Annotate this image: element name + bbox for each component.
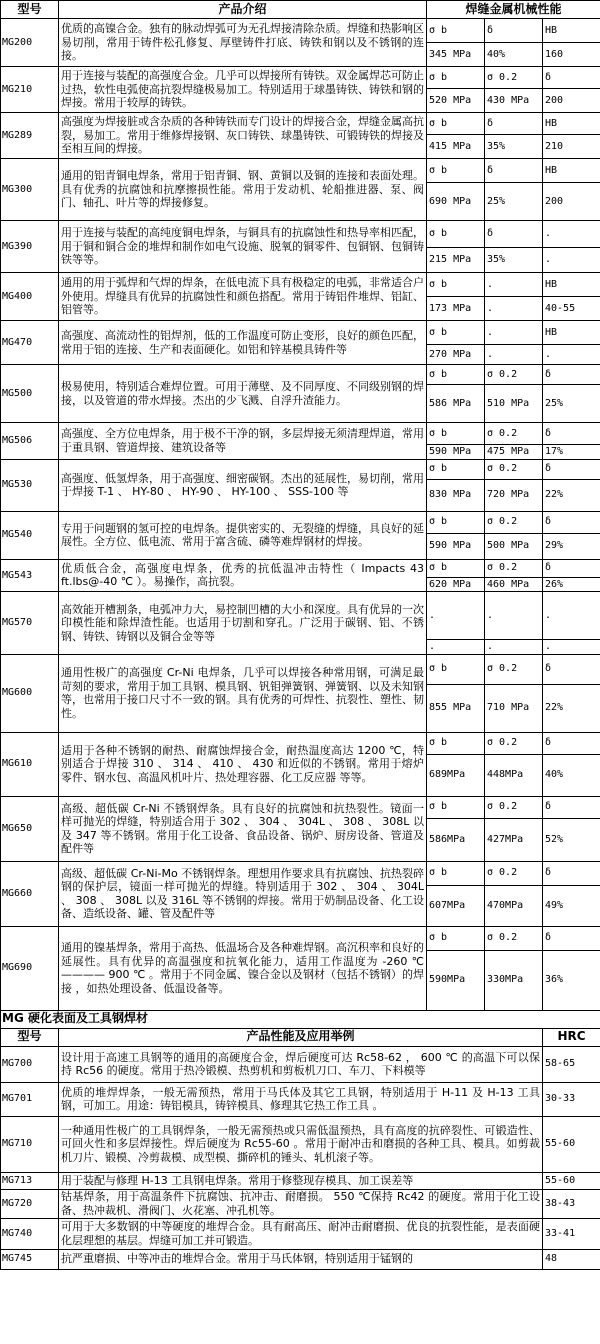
property-value: 448MPa [485, 754, 543, 796]
property-label: δ [485, 19, 543, 43]
property-value: 49% [543, 885, 600, 926]
property-value: 35% [485, 135, 543, 159]
table-row [1, 459, 600, 479]
property-label: HB [543, 321, 600, 345]
property-label: σ b [427, 654, 485, 684]
property-label: σ b [427, 273, 485, 297]
table-row [1, 654, 600, 684]
model-code: MG500 [1, 365, 59, 423]
property-label: σ b [427, 511, 485, 533]
table-row [1, 732, 600, 754]
table-row [1, 1172, 600, 1189]
property-value: 160 [543, 43, 600, 67]
property-value: 345 MPa [427, 43, 485, 67]
table-row [1, 511, 600, 533]
product-description: 通用性极广的高强度 Cr-Ni 电焊条，几乎可以焊接各种常用钢，可满足最苛刻的要求，常用于加工具钢、模具钢、钒钼弹簧钢、弹簧钢、以及未知钢等，也常用于接口尺寸不一致的钢。具有优秀的可焊性、抗裂性、塑性、韧性。 [59, 654, 427, 732]
product-description: 通用的用于弧焊和气焊的焊条，在低电流下具有极稳定的电弧，非常适合户外使用。焊缝具有优异的抗腐蚀性和颜色搭配。常用于铸铝件堆焊、铝缸、铝管等。 [59, 273, 427, 321]
header-intro: 产品介绍 [59, 1, 427, 19]
property-value: . [543, 248, 600, 273]
hrc-value: 38-43 [543, 1189, 600, 1218]
property-value: 210 [543, 135, 600, 159]
product-description: 高级、超低碳 Cr-Ni-Mo 不锈钢焊条。理想用作要求具有抗腐蚀、抗热裂碎钢的保护层，镜面一样可抛光的焊缝。特别适用于 302 、 304 、 304L 、 308 、 308L 以及 316L 等不锈钢的焊接。常用于奶制品设备、化工设备、造纸设备、罐、管及配件等 [59, 861, 427, 926]
property-value: 25% [543, 385, 600, 423]
property-value: 590 MPa [427, 533, 485, 559]
property-value: 40% [485, 43, 543, 67]
property-value: . [543, 640, 600, 655]
model-code: MG300 [1, 159, 59, 221]
property-label: σ 0.2 [485, 459, 543, 479]
model-code: MG506 [1, 423, 59, 460]
product-description: 钴基焊条，用于高温条件下抗腐蚀、抗冲击、耐磨损。 550 ℃保持 Rc42 的硬度。常用于化工设备、热冲裁机、滑阀门、火花塞、冲孔机等。 [59, 1189, 543, 1218]
table-row [1, 1116, 600, 1172]
product-description: 高强度、全方位电焊条，用于极不干净的钢，多层焊接无须清理焊道，常用于重具钢、管道焊接、建筑设备等 [59, 423, 427, 460]
property-value: 25% [485, 183, 543, 221]
property-value: 36% [543, 950, 600, 1010]
property-label: σ 0.2 [485, 796, 543, 818]
property-label: δ [543, 423, 600, 445]
table-row [1, 861, 600, 885]
property-label: σ b [427, 221, 485, 248]
property-value: 40-55 [543, 297, 600, 321]
property-label: δ [543, 796, 600, 818]
property-value: 173 MPa [427, 297, 485, 321]
model-code: MG470 [1, 321, 59, 365]
table-row [1, 19, 600, 43]
property-label: σ b [427, 19, 485, 43]
section-title-row [1, 1010, 600, 1028]
property-value: . [543, 345, 600, 365]
table-row [1, 926, 600, 950]
product-description: 优质的堆焊焊条，一般无需预热，常用于马氏体及其它工具钢，特别适用于 H-11 及 H-13 工具钢，可加工。用途：铸铝模具，铸锌模具、修理其它热工作工具 。 [59, 1082, 543, 1116]
property-label: . [427, 592, 485, 640]
table-row [1, 1218, 600, 1249]
table-row [1, 592, 600, 640]
hard-header-row [1, 1028, 600, 1046]
header-intro: 产品性能及应用举例 [59, 1028, 543, 1046]
model-code: MG200 [1, 19, 59, 67]
product-description: 极易使用，特别适合难焊位置。可用于薄壁、及不同厚度、不同级别钢的焊接，以及管道的带水焊接。杰出的少飞溅、自浮升渣能力。 [59, 365, 427, 423]
table-row [1, 113, 600, 135]
property-label: δ [485, 159, 543, 183]
property-value: 200 [543, 183, 600, 221]
table-row [1, 159, 600, 183]
property-value: 475 MPa [485, 445, 543, 460]
property-value: 510 MPa [485, 385, 543, 423]
table-row [1, 365, 600, 385]
property-label: σ 0.2 [485, 511, 543, 533]
product-description: 用于装配与修理 H-13 工具钢电焊条。常用于修整现存模具、加工误差等 [59, 1172, 543, 1189]
property-label: . [543, 221, 600, 248]
property-label: δ [543, 732, 600, 754]
property-value: 586MPa [427, 818, 485, 861]
product-description: 一种通用性极广的工具钢焊条，一般无需预热或只需低温预热，具有高度的抗碎裂性、可锻造性、可回火性和多层焊接性。焊后硬度为 Rc55-60 。常用于耐冲击和磨损的各种工具、模具。如剪裁机刀片、锻模、冷剪裁模、成型模、撕碎机的锤头、轧机滚子等。 [59, 1116, 543, 1172]
property-label: σ b [427, 796, 485, 818]
model-code: MG700 [1, 1046, 59, 1082]
property-value: 710 MPa [485, 684, 543, 732]
property-label: σ b [427, 559, 485, 577]
header-model: 型号 [1, 1028, 59, 1046]
property-label: σ 0.2 [485, 559, 543, 577]
property-label: HB [543, 273, 600, 297]
property-value: 830 MPa [427, 479, 485, 511]
product-description: 高效能开槽割条，电弧冲力大，易控制凹槽的大小和深度。具有优异的一次印模性能和除焊渣性能。也适用于切割和穿孔。广泛用于碳钢、铝、不锈钢、铸铁、铸钢以及铜合金等等 [59, 592, 427, 655]
product-description: 优质低合金，高强度电焊条，优秀的抗低温冲击特性（ Impacts 43 ft.lbs@-40 ℃ ）。易操作，高抗裂。 [59, 559, 427, 592]
model-code: MG210 [1, 67, 59, 113]
property-label: HB [543, 113, 600, 135]
product-description: 高级、超低碳 Cr-Ni 不锈钢焊条。具有良好的抗腐蚀和抗热裂性。镜面一样可抛光的焊缝，特别适合用于 302 、 304 、 304L 、 308 、 308L 以及 347 等不锈钢。常用于化工设备、食品设备、锅炉、厨房设备、管道及配件等 [59, 796, 427, 861]
hrc-value: 55-60 [543, 1172, 600, 1189]
property-value: 689MPa [427, 754, 485, 796]
product-description: 高强度、低氢焊条，用于高强度、细密碳钢。杰出的延展性，易切削，常用于焊接 T-1 、 HY-80 、 HY-90 、 HY-100 、 SSS-100 等 [59, 459, 427, 511]
property-label: δ [543, 511, 600, 533]
property-value: . [485, 297, 543, 321]
product-description: 用于连接与装配的高强度合金。几乎可以焊接所有铸铁。双金属焊芯可防止过热，软性电弧使高抗裂焊缝极易加工。特别适用于球墨铸铁、铸铁和钢的焊接。常用于较厚的铸铁。 [59, 67, 427, 113]
property-label: . [485, 592, 543, 640]
hrc-value: 33-41 [543, 1218, 600, 1249]
property-label: σ b [427, 67, 485, 89]
property-label: σ 0.2 [485, 654, 543, 684]
table-row [1, 1046, 600, 1082]
table-row [1, 221, 600, 248]
product-description: 抗严重磨损、中等冲击的堆焊合金。常用于马氏体钢，特别适用于锰钢的 [59, 1249, 543, 1269]
model-code: MG740 [1, 1218, 59, 1249]
model-code: MG701 [1, 1082, 59, 1116]
property-label: σ 0.2 [485, 365, 543, 385]
model-code: MG530 [1, 459, 59, 511]
property-value: . [485, 640, 543, 655]
header-props: 焊缝金属机械性能 [427, 1, 600, 19]
property-value: 590MPa [427, 950, 485, 1010]
product-description: 通用的镍基焊条，常用于高热、低温场合及各种难焊钢。高沉积率和良好的延展性。具有优异的高温强度和抗氧化能力，适用工作温度为 -260 ℃ ———— 900 ℃ 。常用于不同金属、镍合金以及钢材（包括不锈钢）的焊接 ，如热处理设备、低温设备等。 [59, 926, 427, 1010]
product-description: 适用于各种不锈钢的耐热、耐腐蚀焊接合金，耐热温度高达 1200 ℃，特别适合于焊接 310 、 314 、 410 、 430 和近似的不锈钢。常用于熔炉零件、钢水包、高温风机叶片、热处理容器、化工反应器 等等。 [59, 732, 427, 796]
property-value: 586 MPa [427, 385, 485, 423]
property-label: δ [543, 654, 600, 684]
property-value: 17% [543, 445, 600, 460]
property-value: 35% [485, 248, 543, 273]
property-label: σ 0.2 [485, 423, 543, 445]
table-row [1, 1189, 600, 1218]
property-value: 607MPa [427, 885, 485, 926]
property-value: 415 MPa [427, 135, 485, 159]
property-value: 620 MPa [427, 577, 485, 592]
property-value: 427MPa [485, 818, 543, 861]
property-value: 22% [543, 479, 600, 511]
property-label: . [485, 273, 543, 297]
property-label: σ b [427, 926, 485, 950]
hrc-value: 55-60 [543, 1116, 600, 1172]
property-value: 29% [543, 533, 600, 559]
property-label: HB [543, 159, 600, 183]
property-label: σ b [427, 113, 485, 135]
property-label: σ b [427, 423, 485, 445]
model-code: MG289 [1, 113, 59, 159]
model-code: MG710 [1, 1116, 59, 1172]
property-label: σ b [427, 365, 485, 385]
property-value: 330MPa [485, 950, 543, 1010]
hrc-value: 30-33 [543, 1082, 600, 1116]
property-value: 26% [543, 577, 600, 592]
product-description: 用于连接与装配的高纯度铜电焊条，与铜具有的抗腐蚀性和热导率相匹配，用于铜和铜合金的堆焊和制作如电气设施、脱氧的铜零件、包铜钢、包铜铸铁等等。 [59, 221, 427, 273]
model-code: MG650 [1, 796, 59, 861]
property-label: σ b [427, 459, 485, 479]
model-code: MG745 [1, 1249, 59, 1269]
property-value: 215 MPa [427, 248, 485, 273]
property-value: 500 MPa [485, 533, 543, 559]
property-label: σ b [427, 159, 485, 183]
property-value: 520 MPa [427, 89, 485, 113]
property-value: 270 MPa [427, 345, 485, 365]
property-value: 40% [543, 754, 600, 796]
model-code: MG720 [1, 1189, 59, 1218]
property-value: 430 MPa [485, 89, 543, 113]
model-code: MG610 [1, 732, 59, 796]
model-code: MG543 [1, 559, 59, 592]
table-row [1, 67, 600, 89]
property-value: . [427, 640, 485, 655]
property-value: 590 MPa [427, 445, 485, 460]
product-description: 设计用于高速工具钢等的通用的高硬度合金，焊后硬度可达 Rc58-62 ， 600 ℃ 的高温下可以保持 Rc56 的硬度。常用于热冷锻模、热剪机和剪板机刀口、车刀、下料模等 [59, 1046, 543, 1082]
weld-header-row [1, 1, 600, 19]
model-code: MG690 [1, 926, 59, 1010]
property-label: σ 0.2 [485, 67, 543, 89]
table-row [1, 423, 600, 445]
property-label: δ [543, 926, 600, 950]
property-label: σ 0.2 [485, 732, 543, 754]
model-code: MG390 [1, 221, 59, 273]
property-label: δ [543, 459, 600, 479]
property-value: 690 MPa [427, 183, 485, 221]
product-description: 高强度、高流动性的铝焊剂，低的工作温度可防止变形，良好的颜色匹配，常用于铝的连接、生产和表面硬化。如铝和锌基模具铸件等 [59, 321, 427, 365]
property-value: 52% [543, 818, 600, 861]
property-value: 200 [543, 89, 600, 113]
section-title: MG 硬化表面及工具钢焊材 [1, 1010, 600, 1028]
table-row [1, 273, 600, 297]
table-row [1, 559, 600, 577]
property-label: δ [543, 559, 600, 577]
property-label: σ 0.2 [485, 861, 543, 885]
product-description: 专用于问题钢的氢可控的电焊条。提供密实的、无裂缝的焊缝，具良好的延展性。全方位、低电流、常用于富含硫、磷等难焊钢材的焊接。 [59, 511, 427, 559]
model-code: MG713 [1, 1172, 59, 1189]
property-label: σ 0.2 [485, 926, 543, 950]
header-hrc: HRC [543, 1028, 600, 1046]
model-code: MG570 [1, 592, 59, 655]
property-value: 22% [543, 684, 600, 732]
table-row [1, 1249, 600, 1269]
table-row [1, 1082, 600, 1116]
table-row [1, 321, 600, 345]
product-description: 高强度为焊接脏或含杂质的各种铸铁而专门设计的焊接合金，焊缝金属高抗裂，易加工。常用于维修焊接钢、灰口铸铁、球墨铸铁、可锻铸铁的焊接及至相互间的焊接。 [59, 113, 427, 159]
model-code: MG660 [1, 861, 59, 926]
model-code: MG600 [1, 654, 59, 732]
property-value: . [485, 345, 543, 365]
product-description: 优质的高镍合金。独有的脉动焊弧可为无孔焊接清除杂质。焊缝和热影响区易切削，常用于铸件松孔修复、厚壁铸件打底、铸铁和钢以及不锈钢的连接。 [59, 19, 427, 67]
property-label: δ [485, 221, 543, 248]
product-description: 通用的铝青铜电焊条，常用于铝青铜、钢、黄铜以及铜的连接和表面处理。具有优秀的抗腐蚀和抗摩擦损性能。常用于发动机、轮船推进器、泵、阀门、轴孔、叶片等的焊接修复。 [59, 159, 427, 221]
table-row [1, 796, 600, 818]
property-label: σ b [427, 321, 485, 345]
property-label: δ [543, 67, 600, 89]
property-label: . [485, 321, 543, 345]
property-value: 460 MPa [485, 577, 543, 592]
model-code: MG540 [1, 511, 59, 559]
property-label: . [543, 592, 600, 640]
header-model: 型号 [1, 1, 59, 19]
property-value: 470MPa [485, 885, 543, 926]
hrc-value: 58-65 [543, 1046, 600, 1082]
property-value: 720 MPa [485, 479, 543, 511]
property-label: δ [543, 861, 600, 885]
property-label: δ [485, 113, 543, 135]
property-value: 855 MPa [427, 684, 485, 732]
property-label: HB [543, 19, 600, 43]
property-label: σ b [427, 732, 485, 754]
product-description: 可用于大多数钢的中等硬度的堆焊合金。具有耐高压、耐冲击耐磨损、优良的抗裂性能，是表面硬化层理想的基层。焊缝可加工并可锻造。 [59, 1218, 543, 1249]
model-code: MG400 [1, 273, 59, 321]
property-label: δ [543, 365, 600, 385]
hrc-value: 48 [543, 1249, 600, 1269]
property-label: σ b [427, 861, 485, 885]
